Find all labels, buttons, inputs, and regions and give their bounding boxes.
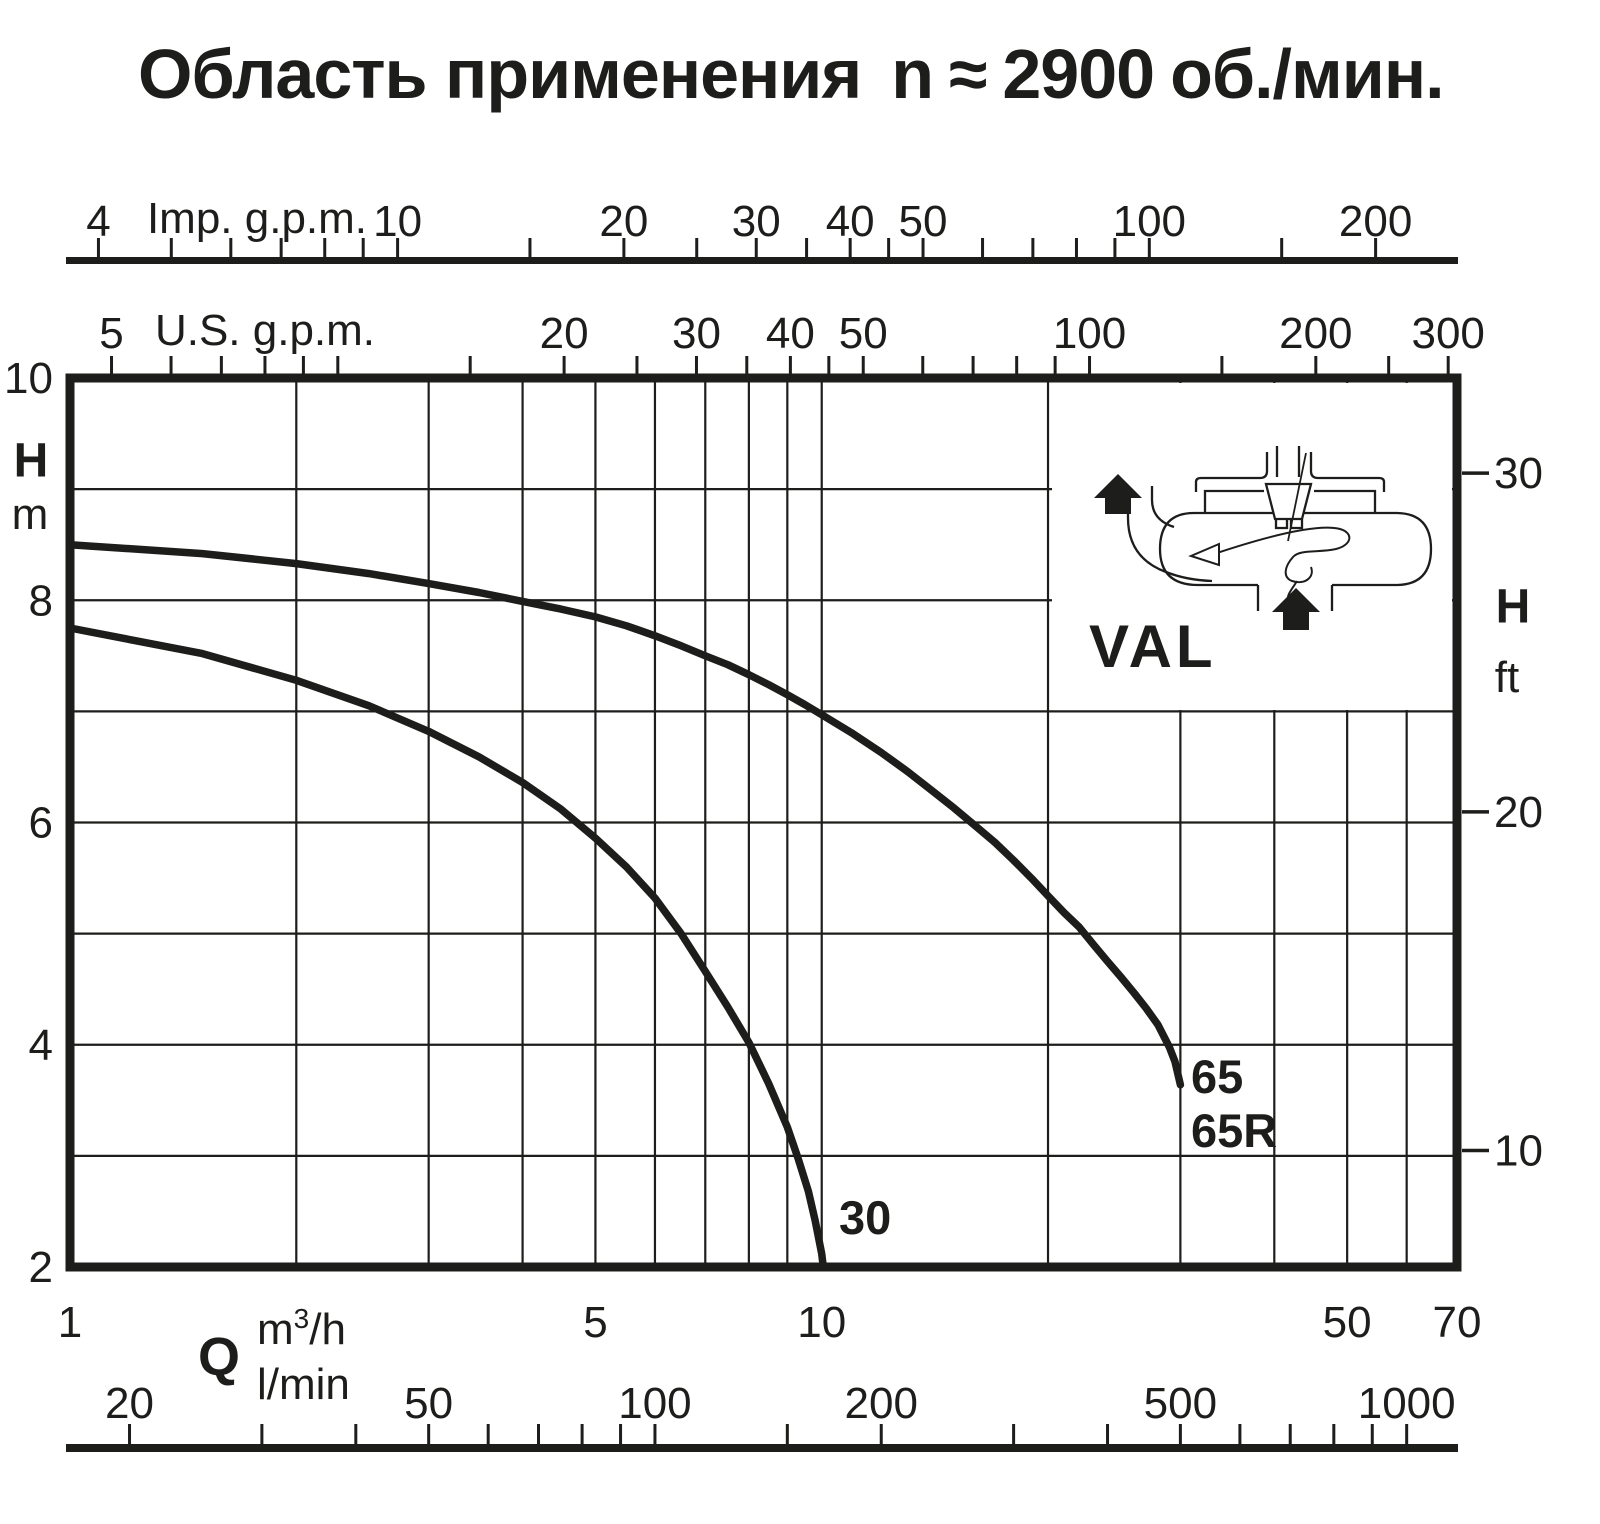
curve-30 (70, 628, 823, 1267)
svg-text:50: 50 (1322, 1298, 1372, 1347)
svg-text:20: 20 (1494, 787, 1543, 837)
svg-text:100: 100 (1052, 309, 1127, 358)
svg-text:30: 30 (1494, 449, 1543, 499)
svg-text:4: 4 (86, 197, 111, 246)
title-speed-symbol: n (891, 35, 933, 113)
svg-text:40: 40 (765, 309, 815, 358)
svg-text:1: 1 (57, 1298, 83, 1347)
curve-65-65R (70, 545, 1180, 1085)
us-gpm-axis-label: U.S. g.p.m. (154, 306, 376, 355)
svg-text:10: 10 (1494, 1126, 1543, 1176)
svg-text:20: 20 (599, 197, 649, 246)
curve-label-65: 65 (1191, 1050, 1244, 1103)
svg-text:10: 10 (797, 1298, 847, 1347)
curves (70, 628, 823, 1267)
curves (70, 545, 1180, 1085)
curve-label-65r: 65R (1191, 1104, 1278, 1157)
svg-text:10: 10 (4, 354, 53, 403)
title-speed-value: 2900 (1002, 35, 1155, 113)
svg-text:20: 20 (539, 309, 589, 358)
svg-text:300: 300 (1411, 309, 1485, 358)
head-axis-unit-m: m (11, 490, 49, 539)
svg-text:50: 50 (838, 309, 888, 358)
svg-text:8: 8 (28, 576, 53, 626)
svg-text:200: 200 (1279, 309, 1353, 358)
svg-text:200: 200 (1338, 197, 1413, 246)
svg-text:70: 70 (1432, 1298, 1482, 1347)
svg-text:4: 4 (28, 1020, 53, 1070)
title-main: Область применения (138, 35, 862, 113)
flow-axis-unit-lmin: l/min (257, 1360, 350, 1409)
svg-text:50: 50 (898, 197, 948, 246)
svg-text:2: 2 (28, 1243, 53, 1292)
flow-axis-symbol: Q (197, 1327, 241, 1387)
approx-symbol: ≈ (948, 35, 987, 113)
inset-model-label: VAL (1089, 613, 1217, 680)
head-axis-symbol-left: H (13, 434, 49, 488)
head-axis-symbol-right: H (1495, 580, 1531, 634)
svg-text:40: 40 (825, 197, 875, 246)
head-axis-unit-ft: ft (1494, 653, 1520, 702)
svg-text:50: 50 (404, 1379, 454, 1428)
svg-text:100: 100 (618, 1379, 692, 1428)
svg-text:1000: 1000 (1357, 1379, 1456, 1428)
imp-gpm-axis-label: Imp. g.p.m. (146, 194, 368, 243)
svg-text:500: 500 (1143, 1379, 1218, 1428)
svg-text:200: 200 (844, 1379, 918, 1428)
svg-text:30: 30 (671, 309, 721, 358)
head-ft-ticks (1462, 449, 1543, 1175)
title-speed-unit: об./мин. (1170, 35, 1444, 113)
curve-label-30: 30 (839, 1191, 892, 1244)
svg-text:10: 10 (373, 197, 423, 246)
flow-axis-unit-m3h: $m^3/h$ (257, 1303, 346, 1354)
svg-text:5: 5 (99, 309, 124, 358)
svg-text:20: 20 (105, 1379, 154, 1428)
svg-text:6: 6 (28, 798, 53, 848)
svg-text:5: 5 (583, 1298, 608, 1347)
svg-text:30: 30 (731, 197, 781, 246)
svg-text:100: 100 (1112, 197, 1187, 246)
